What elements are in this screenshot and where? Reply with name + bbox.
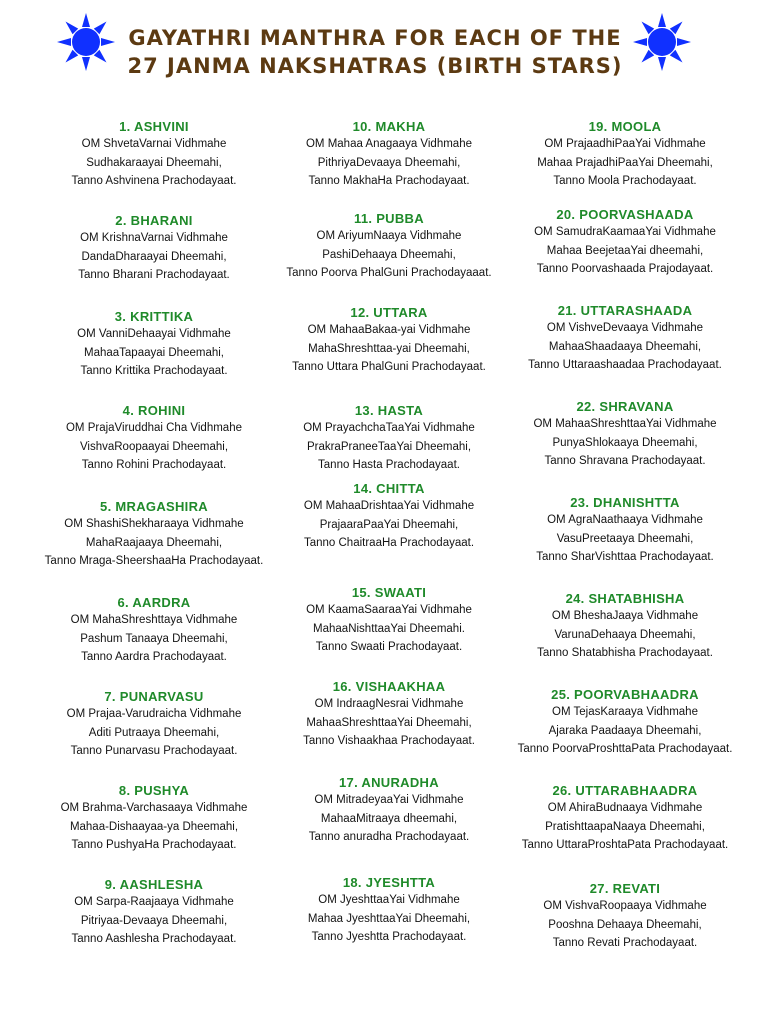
mantra-line: Tanno UttaraProshtaPata Prachodayaat. — [521, 839, 729, 851]
nakshatra-heading: 25. POORVABHAADRA — [551, 687, 699, 702]
nakshatra-heading: 18. JYESHTTA — [342, 875, 436, 890]
mantra-line: OM ShvetaVarnai Vidhmahe — [81, 138, 227, 150]
nakshatra-heading: 8. PUSHYA — [118, 783, 190, 798]
nakshatra-heading: 1. ASHVINI — [119, 119, 189, 134]
mantra-line: Tanno Uttaraashaadaa Prachodayaat. — [528, 359, 722, 371]
mantra-line: Tanno Aashlesha Prachodayaat. — [71, 933, 237, 945]
nakshatra-entry — [34, 212, 274, 285]
nakshatra-heading: 7. PUNARVASU — [104, 689, 204, 704]
mantra-line: Tanno anuradha Prachodayaat. — [308, 831, 470, 843]
nakshatra-heading: 17. ANURADHA — [339, 775, 439, 790]
mantra-line: OM VanniDehaayai Vidhmahe — [77, 328, 231, 340]
nakshatra-heading: 5. MRAGASHIRA — [100, 499, 208, 514]
nakshatra-heading: 19. MOOLA — [588, 119, 662, 134]
mantra-line: OM ShashiShekharaaya Vidhmahe — [64, 518, 244, 530]
nakshatra-entry — [505, 206, 745, 279]
mantra-line: Tanno Moola Prachodayaat. — [553, 175, 697, 187]
mantra-line: Tanno Shravana Prachodayaat. — [544, 455, 706, 467]
mantra-line: Tanno Bharani Prachodayaat. — [78, 269, 230, 281]
mantra-line: Tanno Swaati Prachodayaat. — [315, 641, 463, 653]
mantra-line: Tanno Vishaakhaa Prachodayaat. — [303, 735, 475, 747]
sun-icon — [56, 12, 116, 72]
nakshatra-entry — [505, 590, 745, 663]
mantra-line: Tanno PushyaHa Prachodayaat. — [71, 839, 237, 851]
mantra-line: OM Sarpa-Raajaaya Vidhmahe — [74, 896, 234, 908]
nakshatra-heading: 21. UTTARASHAADA — [557, 303, 693, 318]
nakshatra-entry — [34, 118, 274, 191]
mantra-line: Pooshna Dehaaya Dheemahi, — [548, 918, 702, 931]
mantra-line: Mahaa PrajadhiPaaYai Dheemahi, — [537, 156, 713, 169]
mantra-line: OM MahaShreshttaya Vidhmahe — [70, 614, 238, 626]
mantra-line: MahaaShaadaaya Dheemahi, — [548, 340, 702, 353]
mantra-line: Tanno Krittika Prachodayaat. — [80, 365, 228, 377]
nakshatra-entry — [505, 398, 745, 471]
mantra-line: VarunaDehaaya Dheemahi, — [554, 628, 696, 641]
nakshatra-entry — [269, 118, 509, 191]
nakshatra-heading: 14. CHITTA — [353, 481, 425, 496]
nakshatra-entry — [505, 782, 745, 855]
nakshatra-heading: 23. DHANISHTTA — [570, 495, 680, 510]
mantra-line: Ajaraka Paadaaya Dheemahi, — [548, 724, 702, 737]
mantra-line: PithriyaDevaaya Dheemahi, — [317, 156, 461, 169]
nakshatra-entry — [269, 402, 509, 475]
mantra-line: VasuPreetaaya Dheemahi, — [556, 532, 694, 545]
nakshatra-entry — [505, 302, 745, 375]
mantra-line: OM KrishnaVarnai Vidhmahe — [80, 232, 228, 244]
mantra-line: PratishttaapaNaaya Dheemahi, — [545, 820, 705, 833]
nakshatra-heading: 20. POORVASHAADA — [556, 207, 694, 222]
mantra-line: MahaaShreshttaaYai Dheemahi, — [306, 716, 472, 729]
mantra-line: OM AhiraBudnaaya Vidhmahe — [547, 802, 703, 814]
mantra-line: OM MahaaDrishtaaYai Vidhmahe — [303, 500, 475, 512]
nakshatra-entry — [269, 304, 509, 377]
mantra-line: Tanno Poorvashaada Prajodayaat. — [536, 263, 714, 275]
mantra-line: MahaRaajaaya Dheemahi, — [85, 536, 223, 549]
mantra-line: Mahaa-Dishaayaa-ya Dheemahi, — [69, 820, 239, 833]
mantra-line: DandaDharaayai Dheemahi, — [81, 250, 227, 263]
mantra-line: Aditi Putraaya Dheemahi, — [88, 726, 220, 739]
nakshatra-heading: 4. ROHINI — [122, 403, 186, 418]
nakshatra-entry — [34, 688, 274, 761]
mantra-line: Tanno SharVishttaa Prachodayaat. — [536, 551, 714, 563]
nakshatra-entry — [269, 210, 509, 283]
mantra-line: OM PrajaViruddhai Cha Vidhmahe — [65, 422, 242, 434]
mantra-line: OM BheshaJaaya Vidhmahe — [551, 610, 699, 622]
nakshatra-entry — [505, 118, 745, 191]
nakshatra-heading: 10. MAKHA — [352, 119, 426, 134]
nakshatra-heading: 22. SHRAVANA — [576, 399, 674, 414]
nakshatra-entry — [505, 880, 745, 953]
mantra-line: OM Mahaa Anagaaya Vidhmahe — [305, 138, 472, 150]
nakshatra-entry — [34, 498, 274, 571]
nakshatra-entry — [269, 480, 509, 553]
mantra-line: OM SamudraKaamaaYai Vidhmahe — [534, 226, 716, 238]
mantra-line: Tanno MakhaHa Prachodayaat. — [308, 175, 470, 187]
sun-icon — [632, 12, 692, 72]
nakshatra-heading: 6. AARDRA — [117, 595, 191, 610]
mantra-line: Tanno Poorva PhalGuni Prachodayaaat. — [286, 267, 492, 279]
mantra-line: Tanno Shatabhisha Prachodayaat. — [537, 647, 713, 659]
nakshatra-heading: 26. UTTARABHAADRA — [552, 783, 698, 798]
mantra-line: OM Brahma-Varchasaaya Vidhmahe — [60, 802, 248, 814]
nakshatra-heading: 11. PUBBA — [354, 211, 424, 226]
mantra-line: Tanno Mraga-SheershaaHa Prachodayaat. — [44, 555, 264, 567]
mantra-line: Mahaa JyeshttaaYai Dheemahi, — [307, 912, 471, 925]
nakshatra-heading: 3. KRITTIKA — [114, 309, 194, 324]
nakshatra-heading: 2. BHARANI — [115, 213, 193, 228]
page-title — [120, 24, 630, 80]
nakshatra-entry — [34, 876, 274, 949]
mantra-line: OM VishveDevaaya Vidhmahe — [546, 322, 704, 334]
mantra-line: Tanno Aardra Prachodayaat. — [81, 651, 227, 663]
mantra-line: Tanno Jyeshtta Prachodayaat. — [311, 931, 467, 943]
mantra-line: Tanno Punarvasu Prachodayaat. — [70, 745, 238, 757]
mantra-line: PrajaaraPaaYai Dheemahi, — [319, 518, 459, 531]
mantra-line: OM MahaaShreshttaaYai Vidhmahe — [533, 418, 717, 430]
mantra-line: Tanno Rohini Prachodayaat. — [81, 459, 227, 471]
title-line-1: GAYATHRI MANTHRA FOR EACH OF THE — [128, 26, 622, 50]
nakshatra-entry — [269, 774, 509, 847]
mantra-line: Mahaa BeejetaaYai dheemahi, — [546, 244, 704, 257]
mantra-line: VishvaRoopaayai Dheemahi, — [79, 440, 229, 453]
mantra-line: OM MahaaBakaa-yai Vidhmahe — [307, 324, 471, 336]
mantra-line: MahaShreshttaa-yai Dheemahi, — [308, 342, 470, 355]
mantra-line: Tanno Hasta Prachodayaat. — [318, 459, 460, 471]
nakshatra-heading: 24. SHATABHISHA — [565, 591, 685, 606]
nakshatra-heading: 12. UTTARA — [350, 305, 428, 320]
mantra-line: OM TejasKaraaya Vidhmahe — [552, 706, 698, 718]
mantra-line: Pitriyaa-Devaaya Dheemahi, — [80, 914, 228, 927]
nakshatra-entry — [269, 678, 509, 751]
mantra-line: OM KaamaSaaraaYai Vidhmahe — [306, 604, 472, 616]
nakshatra-entry — [505, 494, 745, 567]
title-line-2: 27 JANMA NAKSHATRAS (BIRTH STARS) — [127, 54, 623, 78]
mantra-line: PunyaShlokaaya Dheemahi, — [552, 436, 698, 449]
nakshatra-entry — [269, 584, 509, 657]
mantra-line: Tanno Revati Prachodayaat. — [552, 937, 698, 949]
mantra-line: MahaaNishttaaYai Dheemahi. — [313, 622, 465, 635]
nakshatra-heading: 27. REVATI — [589, 881, 661, 896]
mantra-line: OM Prajaa-Varudraicha Vidhmahe — [66, 708, 242, 720]
mantra-line: OM PrajaadhiPaaYai Vidhmahe — [544, 138, 706, 150]
mantra-line: Tanno Ashvinena Prachodayaat. — [71, 175, 237, 187]
nakshatra-heading: 16. VISHAAKHAA — [332, 679, 446, 694]
mantra-line: PrakraPraneeTaaYai Dheemahi, — [306, 440, 472, 453]
nakshatra-entry — [34, 402, 274, 475]
mantra-line: OM PrayachchaTaaYai Vidhmahe — [303, 422, 475, 434]
nakshatra-entry — [505, 686, 745, 759]
nakshatra-entry — [269, 874, 509, 947]
mantra-line: Tanno PoorvaProshttaPata Prachodayaat. — [517, 743, 733, 755]
mantra-line: OM AgraNaathaaya Vidhmahe — [547, 514, 703, 526]
mantra-line: OM AriyumNaaya Vidhmahe — [316, 230, 462, 242]
mantra-line: OM JyeshttaaYai Vidhmahe — [318, 894, 460, 906]
nakshatra-entry — [34, 594, 274, 667]
mantra-line: Pashum Tanaaya Dheemahi, — [80, 632, 228, 645]
mantra-line: PashiDehaaya Dheemahi, — [322, 248, 456, 261]
mantra-line: MahaaMitraaya dheemahi, — [320, 812, 458, 825]
mantra-line: Tanno Uttara PhalGuni Prachodayaat. — [292, 361, 486, 373]
nakshatra-heading: 15. SWAATI — [351, 585, 427, 600]
nakshatra-heading: 9. AASHLESHA — [104, 877, 204, 892]
mantra-line: OM MitradeyaaYai Vidhmahe — [314, 794, 464, 806]
mantra-line: Sudhakaraayai Dheemahi, — [86, 156, 222, 169]
nakshatra-entry — [34, 308, 274, 381]
mantra-line: MahaaTapaayai Dheemahi, — [83, 346, 224, 359]
nakshatra-entry — [34, 782, 274, 855]
mantra-line: Tanno ChaitraaHa Prachodayaat. — [303, 537, 475, 549]
mantra-line: OM IndraagNesrai Vidhmahe — [314, 698, 464, 710]
mantra-line: OM VishvaRoopaaya Vidhmahe — [543, 900, 707, 912]
nakshatra-heading: 13. HASTA — [354, 403, 424, 418]
